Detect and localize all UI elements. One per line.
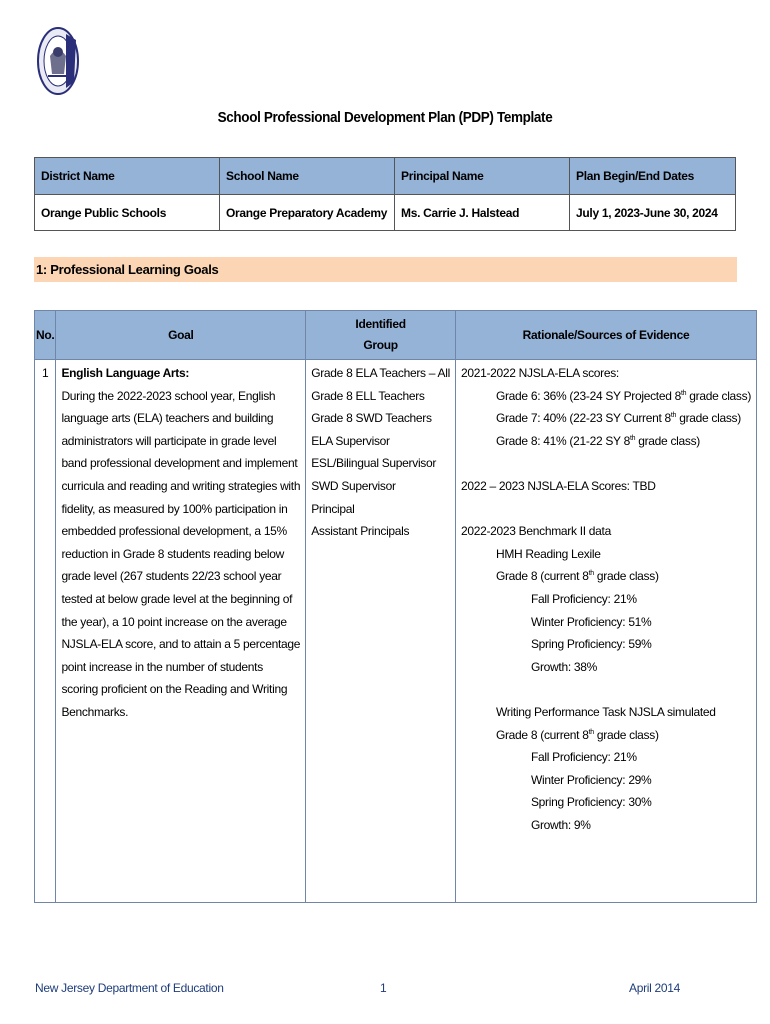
- goals-table: [34, 310, 757, 903]
- njdoe-seal-logo: [36, 26, 80, 96]
- goal-cell: [56, 360, 306, 903]
- goal-line: During the 2022-2023 school year, English: [61, 388, 276, 403]
- rationale-line: Growth: 38%: [530, 659, 598, 674]
- rationale-line: Grade 8 (current 8th grade class): [495, 569, 659, 584]
- rationale-line: Grade 6: 36% (23-24 SY Projected 8th grade class): [495, 388, 752, 403]
- goal-title: English Language Arts:: [61, 366, 190, 380]
- group-cell: [306, 360, 456, 903]
- goal-line: scoring proficient on the Reading and Writing: [61, 682, 288, 697]
- rationale-cell: [455, 360, 756, 903]
- rationale-line: Fall Proficiency: 21%: [530, 591, 637, 606]
- goal-line: fidelity, as measured by 100% participation in: [61, 501, 288, 516]
- goal-number: 1: [35, 360, 56, 903]
- goal-line: Benchmarks.: [61, 704, 129, 719]
- rationale-line: Growth: 9%: [530, 817, 591, 832]
- group-item: Grade 8 SWD Teachers: [311, 411, 432, 426]
- school-name-header: School Name: [220, 158, 395, 195]
- goal-line: the year), a 10 point increase on the average: [61, 614, 287, 629]
- table-row: [35, 360, 757, 903]
- group-item: Principal: [311, 501, 355, 516]
- principal-name-value: Ms. Carrie J. Halstead: [395, 195, 570, 231]
- group-item: Grade 8 ELL Teachers: [311, 388, 425, 403]
- footer-page-number: 1: [380, 981, 387, 995]
- goal-line: grade level (267 students 22/23 school year: [61, 569, 282, 584]
- goal-line: NJSLA-ELA score, and to attain a 5 percentage: [61, 637, 301, 652]
- rationale-line: Grade 7: 40% (22-23 SY Current 8th grade class): [495, 411, 741, 426]
- principal-name-header: Principal Name: [395, 158, 570, 195]
- section-heading: 1: Professional Learning Goals: [34, 257, 737, 282]
- rationale-line: HMH Reading Lexile: [495, 546, 601, 561]
- col-no-header: No.: [35, 311, 56, 360]
- goal-line: curricula and reading and writing strategies with: [61, 478, 301, 493]
- goal-line: tested at below grade level at the beginning of: [61, 591, 293, 606]
- plan-info-table: [34, 157, 736, 231]
- rationale-line: Grade 8: 41% (21-22 SY 8th grade class): [495, 433, 700, 448]
- footer-department: New Jersey Department of Education: [35, 981, 224, 995]
- col-rationale-header: Rationale/Sources of Evidence: [455, 311, 756, 360]
- group-item: ELA Supervisor: [311, 433, 390, 448]
- rationale-line: Writing Performance Task NJSLA simulated: [495, 704, 716, 719]
- district-name-value: Orange Public Schools: [35, 195, 220, 231]
- goal-line: band professional development and implement: [61, 456, 298, 471]
- rationale-line: 2021-2022 NJSLA-ELA scores:: [460, 366, 619, 380]
- school-name-value: Orange Preparatory Academy: [220, 195, 395, 231]
- group-item: Assistant Principals: [311, 524, 410, 539]
- goal-line: administrators will participate in grade level: [61, 433, 277, 448]
- goal-line: language arts (ELA) teachers and building: [61, 411, 274, 426]
- footer-date: April 2014: [629, 981, 681, 995]
- plan-dates-value: July 1, 2023-June 30, 2024: [570, 195, 736, 231]
- goal-line: embedded professional development, a 15%: [61, 524, 287, 539]
- col-goal-header: Goal: [56, 311, 306, 360]
- goal-line: reduction in Grade 8 students reading below: [61, 546, 285, 561]
- rationale-line: Winter Proficiency: 51%: [530, 614, 652, 629]
- group-item: SWD Supervisor: [311, 478, 396, 493]
- page-title: School Professional Development Plan (PDP) Template: [217, 109, 553, 126]
- group-item: ESL/Bilingual Supervisor: [311, 456, 437, 471]
- rationale-line: Winter Proficiency: 29%: [530, 772, 652, 787]
- rationale-line: Spring Proficiency: 59%: [530, 637, 652, 652]
- district-name-header: District Name: [35, 158, 220, 195]
- plan-dates-header: Plan Begin/End Dates: [570, 158, 736, 195]
- rationale-line: Grade 8 (current 8th grade class): [495, 727, 659, 742]
- col-group-header: Identified Group: [306, 311, 456, 360]
- group-item: Grade 8 ELA Teachers – All: [311, 366, 450, 380]
- rationale-line: 2022 – 2023 NJSLA-ELA Scores: TBD: [460, 478, 656, 493]
- rationale-line: 2022-2023 Benchmark II data: [460, 524, 611, 539]
- goal-line: point increase in the number of students: [61, 659, 263, 674]
- rationale-line: Fall Proficiency: 21%: [530, 750, 637, 765]
- rationale-line: Spring Proficiency: 30%: [530, 795, 652, 810]
